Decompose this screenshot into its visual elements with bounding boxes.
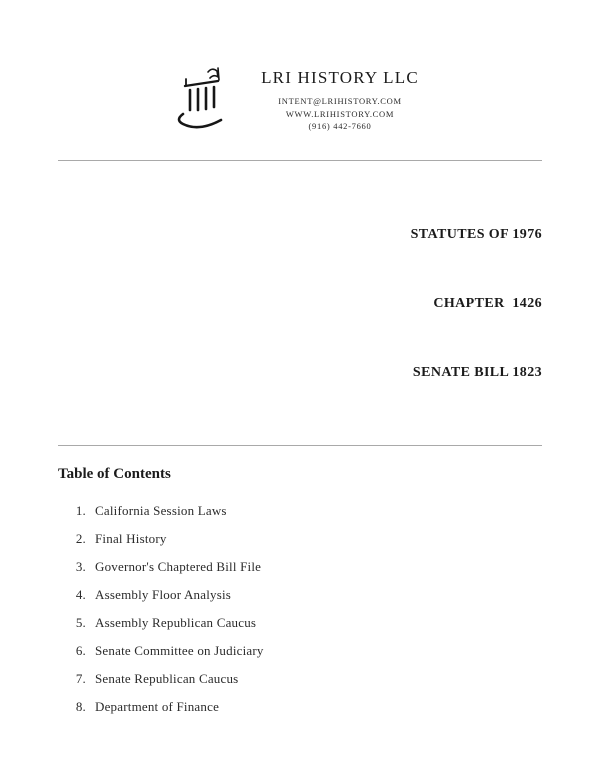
toc-item-label: Senate Republican Caucus xyxy=(95,671,239,686)
toc-title: Table of Contents xyxy=(58,466,171,482)
capitol-sketch-icon xyxy=(171,64,227,136)
website-text: WWW.LRIHISTORY.COM xyxy=(285,108,395,119)
toc-item-label: Assembly Republican Caucus xyxy=(95,615,257,630)
toc-item-number: 6. xyxy=(75,643,86,658)
senate-bill-line: SENATE BILL 1823 xyxy=(412,365,542,380)
toc-item-number: 4. xyxy=(75,587,86,602)
company-name: LRI HISTORY LLC xyxy=(261,68,419,87)
toc-item-label: Department of Finance xyxy=(95,699,220,714)
toc-item xyxy=(70,503,542,519)
toc-item-label: California Session Laws xyxy=(95,503,227,518)
toc-item-number: 1. xyxy=(75,503,86,518)
letterhead xyxy=(48,62,542,140)
toc-item xyxy=(70,699,542,715)
toc-item-number: 5. xyxy=(75,615,86,630)
toc-item-number: 2. xyxy=(75,531,86,546)
toc-item-number: 3. xyxy=(75,559,86,574)
toc-item-label: Final History xyxy=(95,531,167,546)
divider-top xyxy=(58,160,542,161)
toc-item xyxy=(70,671,542,687)
toc-item xyxy=(70,587,542,603)
toc-item-number: 8. xyxy=(75,699,86,714)
email-text: INTENT@LRIHISTORY.COM xyxy=(278,96,402,106)
toc-item-label: Governor's Chaptered Bill File xyxy=(95,559,262,574)
toc-item xyxy=(70,559,542,575)
toc-item xyxy=(70,643,542,659)
toc-list xyxy=(70,503,542,715)
phone-text: (916) 442-7660 xyxy=(308,121,372,131)
toc-item xyxy=(70,615,542,631)
toc-item-label: Assembly Floor Analysis xyxy=(95,587,232,602)
statutes-line: STATUTES OF 1976 xyxy=(410,227,542,242)
divider-middle xyxy=(58,445,542,446)
toc-item xyxy=(70,531,542,547)
letterhead-text xyxy=(261,62,419,133)
toc-item-number: 7. xyxy=(75,671,86,686)
reference-block xyxy=(58,177,542,430)
chapter-line: CHAPTER 1426 xyxy=(433,296,542,311)
toc-item-label: Senate Committee on Judiciary xyxy=(95,643,264,658)
